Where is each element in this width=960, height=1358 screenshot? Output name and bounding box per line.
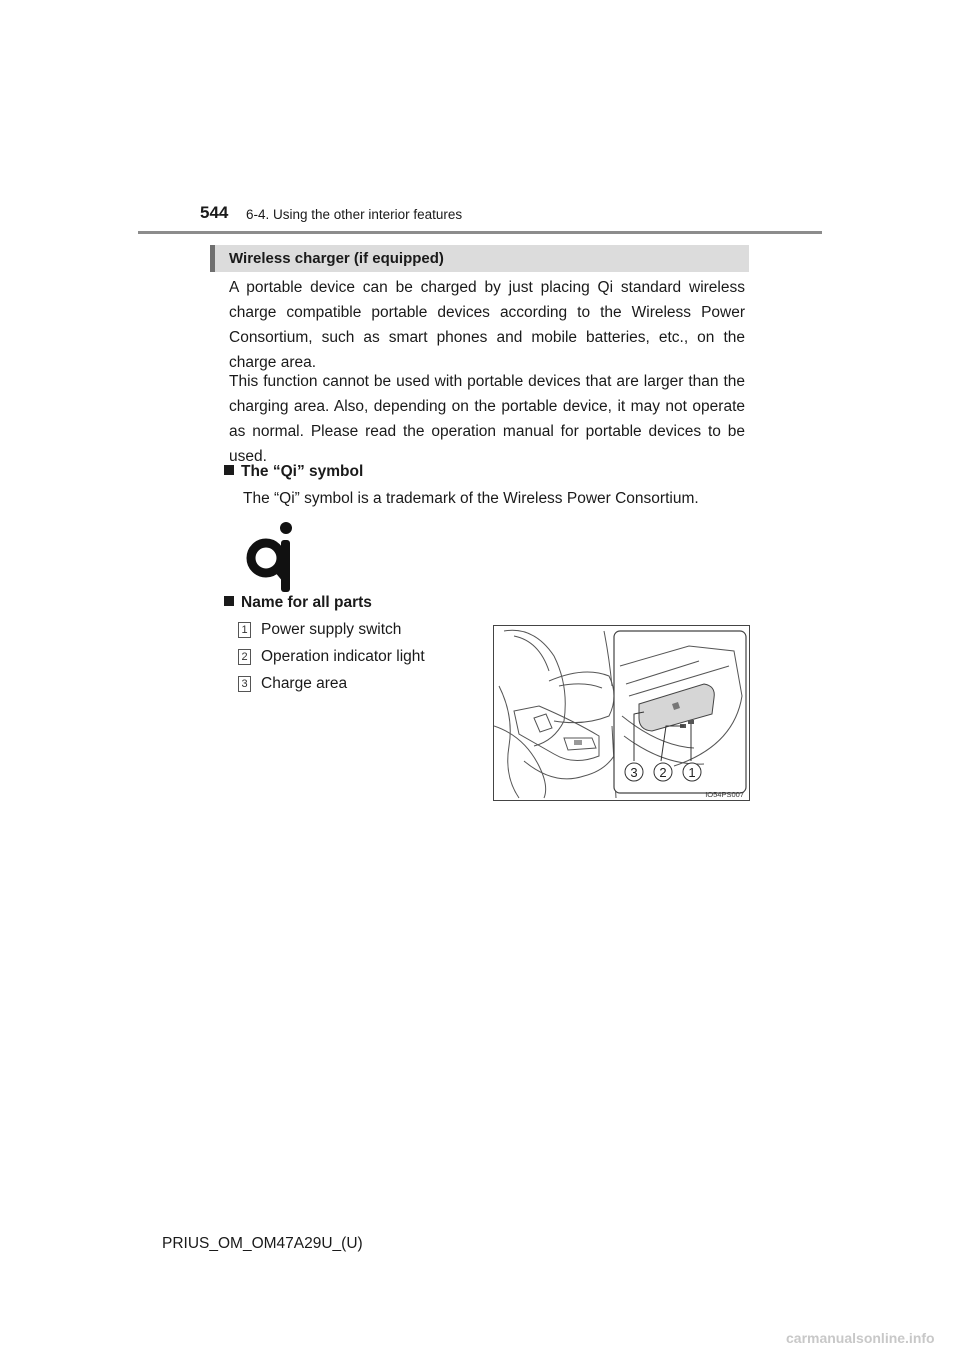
- part-number-badge: 2: [238, 649, 251, 665]
- callout-1-label: 1: [688, 765, 696, 780]
- qi-symbol-description: The “Qi” symbol is a trademark of the Wireless Power Consortium.: [243, 490, 699, 507]
- square-bullet-icon: [224, 596, 234, 606]
- intro-paragraph: A portable device can be charged by just placing Qi standard wireless charge compatible portable devices according to the Wireless Power Consortium, such as smart phones and mobile batteries, etc., on the charge area.: [229, 279, 745, 371]
- wireless-charger-illustration: [493, 625, 750, 801]
- section-heading-bar: [210, 245, 749, 272]
- part-number-badge: 1: [238, 622, 251, 638]
- square-bullet-icon: [224, 465, 234, 475]
- page-number: 544: [200, 203, 229, 222]
- list-item: [238, 621, 401, 639]
- parts-heading-text: Name for all parts: [241, 594, 372, 611]
- part-label: Operation indicator light: [261, 648, 425, 665]
- limitation-paragraph: This function cannot be used with portable devices that are larger than the charging area. Also, depending on the portable device, it may not operate as normal. Please read the operation manual for portable devices to be used.: [229, 373, 745, 465]
- console-drawing: [494, 626, 749, 800]
- callout-2-label: 2: [659, 765, 667, 780]
- figure-code: IO54PS007: [705, 790, 744, 799]
- header-rule: [138, 231, 822, 234]
- callout-3-label: 3: [630, 765, 638, 780]
- list-item: [238, 675, 347, 693]
- part-number-badge: 3: [238, 676, 251, 692]
- list-item: [238, 648, 425, 666]
- qi-symbol-heading: [224, 463, 363, 481]
- watermark-text: carmanualsonline.info: [786, 1330, 935, 1346]
- qi-logo-icon: [240, 518, 300, 598]
- part-label: Charge area: [261, 675, 348, 692]
- parts-heading: [224, 594, 372, 612]
- section-title: Wireless charger (if equipped): [229, 250, 444, 267]
- running-head: 6-4. Using the other interior features: [246, 207, 463, 222]
- part-label: Power supply switch: [261, 621, 402, 638]
- footer-doc-code: PRIUS_OM_OM47A29U_(U): [162, 1235, 363, 1252]
- qi-symbol-heading-text: The “Qi” symbol: [241, 463, 364, 480]
